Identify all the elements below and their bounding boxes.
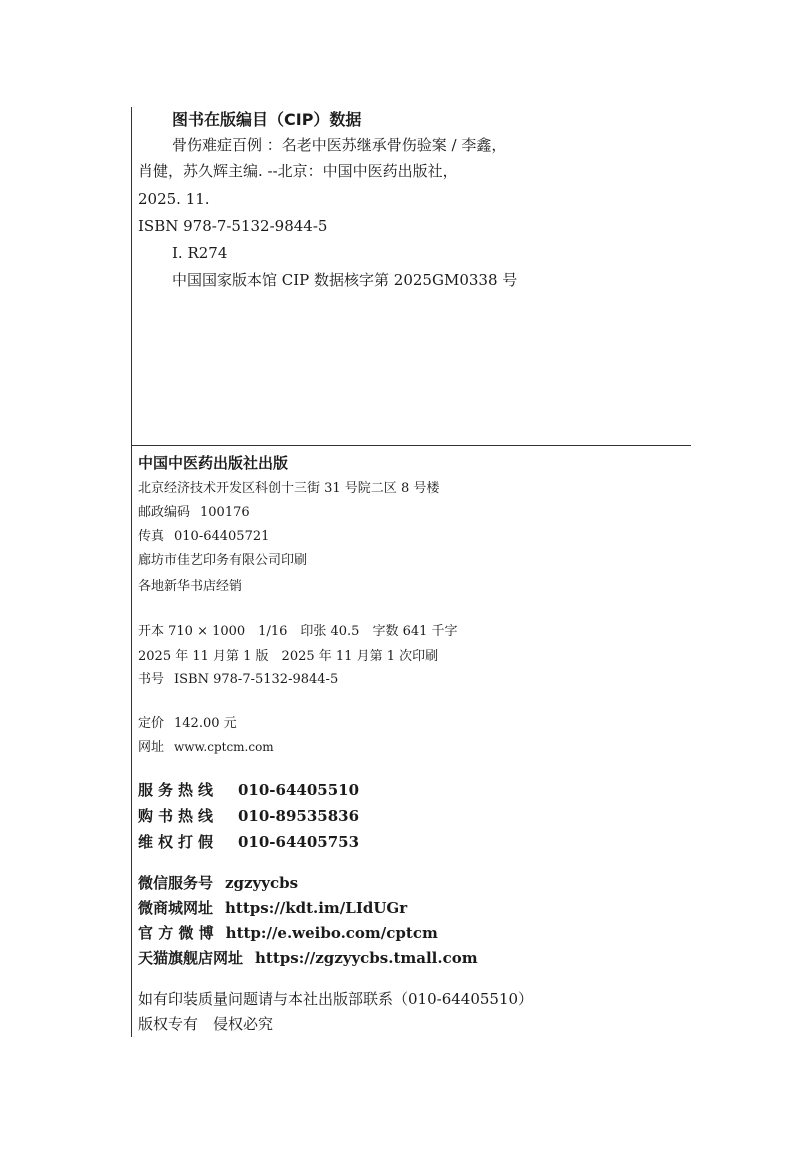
url-value[interactable]: www.cptcm.com xyxy=(174,740,274,754)
url-label: 网址 xyxy=(138,740,165,755)
fax-label: 传真 xyxy=(138,529,165,544)
microshop-label: 微商城网址 xyxy=(138,899,214,917)
wechat-row xyxy=(138,876,298,891)
weibo-label: 官 方 微 博 xyxy=(138,924,214,942)
cip-record-number: 中国国家版本馆 CIP 数据核字第 2025GM0338 号 xyxy=(172,271,518,289)
hotline-service xyxy=(138,783,359,798)
left-vertical-rule xyxy=(131,107,132,1037)
fax-row xyxy=(138,530,269,543)
isbn-row xyxy=(138,673,338,686)
edition-info: 2025 年 11 月第 1 版 2025 年 11 月第 1 次印刷 xyxy=(138,649,439,664)
hotline-number[interactable]: 010-64405510 xyxy=(238,781,360,799)
hotline-purchase xyxy=(138,809,359,824)
isbn-label: 书号 xyxy=(138,672,165,687)
hotline-label: 服务热线 xyxy=(138,781,219,799)
url-row xyxy=(138,741,274,754)
publisher-address: 北京经济技术开发区科创十三街 31 号院二区 8 号楼 xyxy=(138,481,440,496)
publisher-name: 中国中医药出版社出版 xyxy=(138,454,289,472)
fax-value: 010-64405721 xyxy=(174,529,270,544)
postcode-row xyxy=(138,506,250,519)
cip-line-1: 骨伤难症百例 ：名老中医苏继承骨伤验案 / 李鑫， xyxy=(172,136,507,154)
hotline-label: 维权打假 xyxy=(138,833,219,851)
tmall-link[interactable]: https://zgzyycbs.tmall.com xyxy=(255,949,478,967)
microshop-link[interactable]: https://kdt.im/LIdUGr xyxy=(225,899,408,917)
printer: 廊坊市佳艺印务有限公司印刷 xyxy=(138,553,308,568)
quality-notice: 如有印装质量问题请与本社出版部联系（010-64405510） xyxy=(138,990,534,1008)
rights-notice: 版权专有 侵权必究 xyxy=(138,1015,274,1033)
price-label: 定价 xyxy=(138,716,165,731)
hotline-number[interactable]: 010-64405753 xyxy=(238,833,360,851)
postcode-label: 邮政编码 xyxy=(138,505,191,520)
section-divider xyxy=(131,445,691,446)
cip-title: 图书在版编目（CIP）数据 xyxy=(172,110,362,129)
format-info: 开本 710 × 1000 1/16 印张 40.5 字数 641 千字 xyxy=(138,624,458,639)
cip-line-3: 2025. 11. xyxy=(138,190,210,208)
tmall-label: 天猫旗舰店网址 xyxy=(138,949,244,967)
price-value: 142.00 元 xyxy=(174,716,237,731)
wechat-value[interactable]: zgzyycbs xyxy=(225,874,299,892)
isbn-value: ISBN 978-7-5132-9844-5 xyxy=(174,672,339,687)
hotline-anti-piracy xyxy=(138,835,359,850)
weibo-row xyxy=(138,926,438,941)
price-row xyxy=(138,717,237,730)
cip-classification: Ⅰ. R274 xyxy=(172,244,228,262)
tmall-row xyxy=(138,951,478,966)
wechat-label: 微信服务号 xyxy=(138,874,214,892)
hotline-number[interactable]: 010-89535836 xyxy=(238,807,360,825)
microshop-row xyxy=(138,901,407,916)
postcode-value: 100176 xyxy=(200,505,250,520)
cip-line-2: 肖健，苏久辉主编. --北京：中国中医药出版社， xyxy=(138,162,458,180)
cip-isbn: ISBN 978-7-5132-9844-5 xyxy=(138,217,328,235)
hotline-label: 购书热线 xyxy=(138,807,219,825)
weibo-link[interactable]: http://e.weibo.com/cptcm xyxy=(225,924,438,942)
distributor: 各地新华书店经销 xyxy=(138,579,243,594)
